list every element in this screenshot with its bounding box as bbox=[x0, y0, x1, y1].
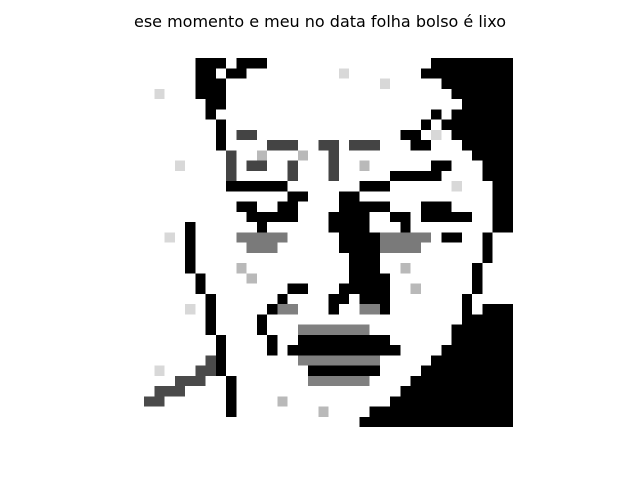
portrait-pixel-art bbox=[144, 58, 513, 427]
portrait-image bbox=[144, 58, 513, 427]
figure-title: ese momento e meu no data folha bolso é lixo bbox=[133, 12, 506, 31]
